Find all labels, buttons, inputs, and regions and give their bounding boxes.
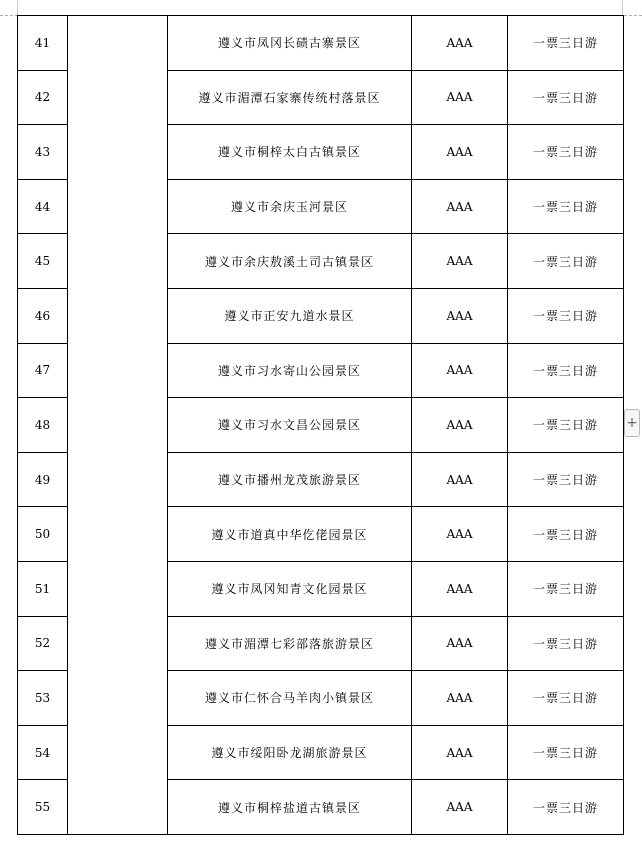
scenic-area-level: AAA bbox=[412, 398, 508, 453]
ticket-policy: 一票三日游 bbox=[508, 725, 624, 780]
row-number: 49 bbox=[18, 452, 68, 507]
scenic-area-level: AAA bbox=[412, 125, 508, 180]
ticket-policy: 一票三日游 bbox=[508, 616, 624, 671]
page-corner-right bbox=[622, 0, 623, 15]
ticket-policy: 一票三日游 bbox=[508, 234, 624, 289]
page-break-strip bbox=[0, 0, 642, 16]
ticket-policy: 一票三日游 bbox=[508, 125, 624, 180]
scenic-area-name: 遵义市绥阳卧龙湖旅游景区 bbox=[168, 725, 412, 780]
ticket-policy: 一票三日游 bbox=[508, 343, 624, 398]
scenic-area-level: AAA bbox=[412, 780, 508, 835]
ticket-policy: 一票三日游 bbox=[508, 780, 624, 835]
row-number: 44 bbox=[18, 179, 68, 234]
ticket-policy: 一票三日游 bbox=[508, 452, 624, 507]
scenic-area-level: AAA bbox=[412, 452, 508, 507]
scenic-area-name: 遵义市湄潭石家寨传统村落景区 bbox=[168, 70, 412, 125]
table-row bbox=[18, 16, 624, 71]
ticket-policy: 一票三日游 bbox=[508, 671, 624, 726]
table-body bbox=[18, 16, 624, 835]
scenic-area-level: AAA bbox=[412, 671, 508, 726]
scenic-area-level: AAA bbox=[412, 507, 508, 562]
row-number: 48 bbox=[18, 398, 68, 453]
row-number: 50 bbox=[18, 507, 68, 562]
scenic-area-name: 遵义市凤冈长碛古寨景区 bbox=[168, 16, 412, 71]
row-number: 54 bbox=[18, 725, 68, 780]
scenic-area-level: AAA bbox=[412, 70, 508, 125]
scenic-area-level: AAA bbox=[412, 725, 508, 780]
merged-region-cell bbox=[68, 16, 168, 835]
scenic-area-name: 遵义市湄潭七彩部落旅游景区 bbox=[168, 616, 412, 671]
scenic-area-level: AAA bbox=[412, 561, 508, 616]
scenic-area-name: 遵义市播州龙茂旅游景区 bbox=[168, 452, 412, 507]
table-expand-button[interactable]: + bbox=[624, 409, 640, 437]
row-number: 46 bbox=[18, 288, 68, 343]
scenic-area-name: 遵义市习水文昌公园景区 bbox=[168, 398, 412, 453]
scenic-area-name: 遵义市余庆玉河景区 bbox=[168, 179, 412, 234]
scenic-area-name: 遵义市桐梓太白古镇景区 bbox=[168, 125, 412, 180]
row-number: 52 bbox=[18, 616, 68, 671]
ticket-policy: 一票三日游 bbox=[508, 561, 624, 616]
scenic-area-level: AAA bbox=[412, 179, 508, 234]
row-number: 47 bbox=[18, 343, 68, 398]
row-number: 51 bbox=[18, 561, 68, 616]
scenic-area-level: AAA bbox=[412, 288, 508, 343]
page-corner-left bbox=[17, 0, 18, 15]
row-number: 55 bbox=[18, 780, 68, 835]
scenic-area-name: 遵义市余庆敖溪土司古镇景区 bbox=[168, 234, 412, 289]
scenic-area-level: AAA bbox=[412, 343, 508, 398]
scenic-area-level: AAA bbox=[412, 616, 508, 671]
scenic-area-table bbox=[17, 15, 624, 835]
row-number: 41 bbox=[18, 16, 68, 71]
row-number: 45 bbox=[18, 234, 68, 289]
ticket-policy: 一票三日游 bbox=[508, 507, 624, 562]
scenic-area-name: 遵义市道真中华仡佬园景区 bbox=[168, 507, 412, 562]
scenic-area-name: 遵义市仁怀合马羊肉小镇景区 bbox=[168, 671, 412, 726]
scenic-area-name: 遵义市习水寄山公园景区 bbox=[168, 343, 412, 398]
scenic-area-name: 遵义市桐梓盐道古镇景区 bbox=[168, 780, 412, 835]
ticket-policy: 一票三日游 bbox=[508, 398, 624, 453]
scenic-area-level: AAA bbox=[412, 234, 508, 289]
ticket-policy: 一票三日游 bbox=[508, 288, 624, 343]
row-number: 43 bbox=[18, 125, 68, 180]
scenic-area-level: AAA bbox=[412, 16, 508, 71]
scenic-area-name: 遵义市凤冈知青文化园景区 bbox=[168, 561, 412, 616]
row-number: 42 bbox=[18, 70, 68, 125]
ticket-policy: 一票三日游 bbox=[508, 16, 624, 71]
scenic-area-name: 遵义市正安九道水景区 bbox=[168, 288, 412, 343]
row-number: 53 bbox=[18, 671, 68, 726]
ticket-policy: 一票三日游 bbox=[508, 70, 624, 125]
ticket-policy: 一票三日游 bbox=[508, 179, 624, 234]
